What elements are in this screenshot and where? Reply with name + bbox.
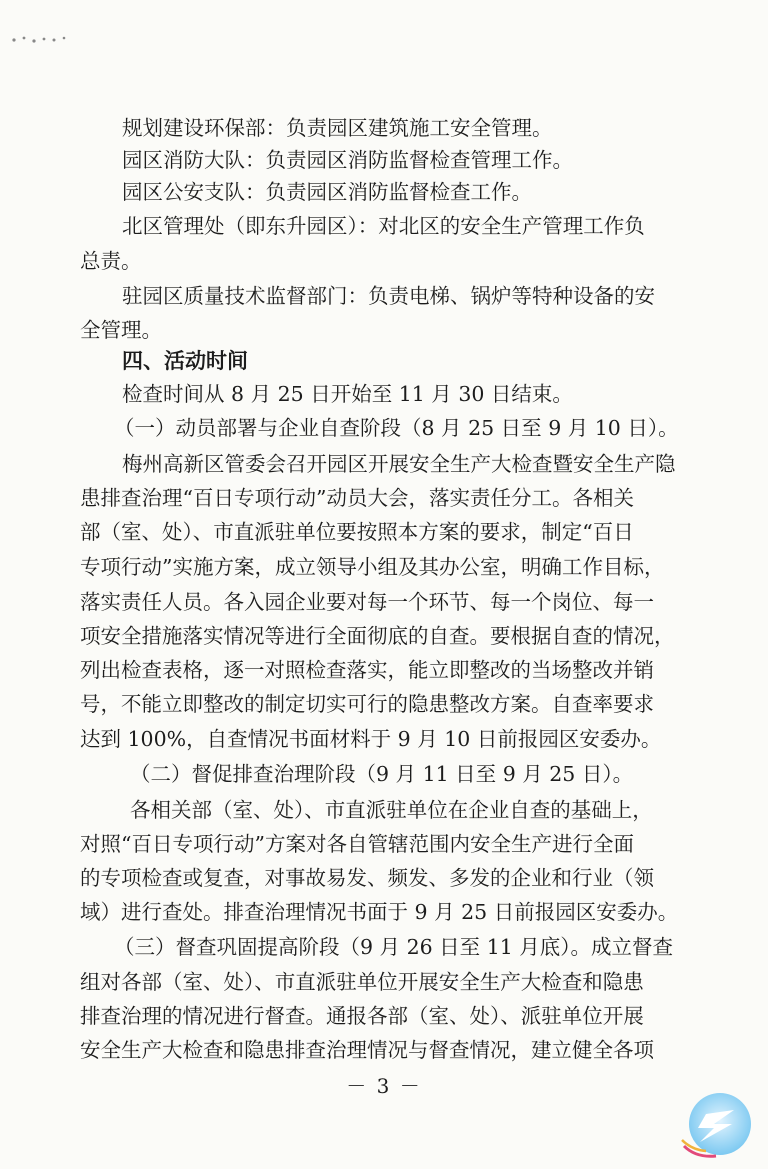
text-line: 各相关部（室、处）、市直派驻单位在企业自查的基础上，	[130, 798, 653, 822]
text-line: 域）进行查处。排查治理情况书面于 9 月 25 日前报园区安委办。	[80, 900, 679, 924]
text-line: 全管理。	[80, 318, 162, 342]
text-line: 列出检查表格，逐一对照检查落实，能立即整改的当场整改并销	[80, 658, 654, 682]
text-line: 患排查治理“百日专项行动”动员大会，落实责任分工。各相关	[80, 486, 634, 510]
text-line: 北区管理处（即东升园区）：对北区的安全生产管理工作负	[122, 214, 645, 238]
text-line: 梅州高新区管委会召开园区开展安全生产大检查暨安全生产隐	[122, 452, 676, 476]
text-line: 组对各部（室、处）、市直派驻单位开展安全生产大检查和隐患	[80, 970, 644, 994]
scan-speckle	[8, 30, 78, 50]
page-number: － 3 －	[346, 1074, 422, 1098]
text-line: （一）动员部署与企业自查阶段（8 月 25 日至 9 月 10 日）。	[114, 416, 679, 440]
text-line: 排查治理的情况进行督查。通报各部（室、处）、派驻单位开展	[80, 1004, 644, 1028]
text-line: （二）督促排查治理阶段（9 月 11 日至 9 月 25 日）。	[130, 762, 634, 786]
text-line: 检查时间从 8 月 25 日开始至 11 月 30 日结束。	[122, 382, 573, 406]
text-line: 落实责任人员。各入园企业要对每一个环节、每一个岗位、每一	[80, 590, 654, 614]
text-line: 总责。	[80, 249, 142, 273]
text-line: （三）督查巩固提高阶段（9 月 26 日至 11 月底）。成立督查	[114, 935, 674, 959]
text-line: 安全生产大检查和隐患排查治理情况与督查情况，建立健全各项	[80, 1038, 654, 1062]
watermark-logo-icon	[676, 1088, 756, 1164]
text-line: 园区公安支队：负责园区消防监督检查工作。	[122, 180, 532, 204]
text-line: 规划建设环保部：负责园区建筑施工安全管理。	[122, 116, 553, 140]
text-line: 项安全措施落实情况等进行全面彻底的自查。要根据自查的情况，	[80, 624, 675, 648]
text-line: 的专项检查或复查，对事故易发、频发、多发的企业和行业（领	[80, 866, 654, 890]
text-line: 园区消防大队：负责园区消防监督检查管理工作。	[122, 148, 573, 172]
text-line: 对照“百日专项行动”方案对各自管辖范围内安全生产进行全面	[80, 832, 634, 856]
text-line: 部（室、处）、市直派驻单位要按照本方案的要求，制定“百日	[80, 520, 634, 544]
text-line: 专项行动”实施方案，成立领导小组及其办公室，明确工作目标，	[80, 555, 665, 579]
section-heading: 四、活动时间	[122, 349, 248, 373]
text-line: 达到 100%，自查情况书面材料于 9 月 10 日前报园区安委办。	[80, 727, 662, 751]
text-line: 号，不能立即整改的制定切实可行的隐患整改方案。自查率要求	[80, 692, 654, 716]
text-line: 驻园区质量技术监督部门：负责电梯、锅炉等特种设备的安	[122, 284, 655, 308]
